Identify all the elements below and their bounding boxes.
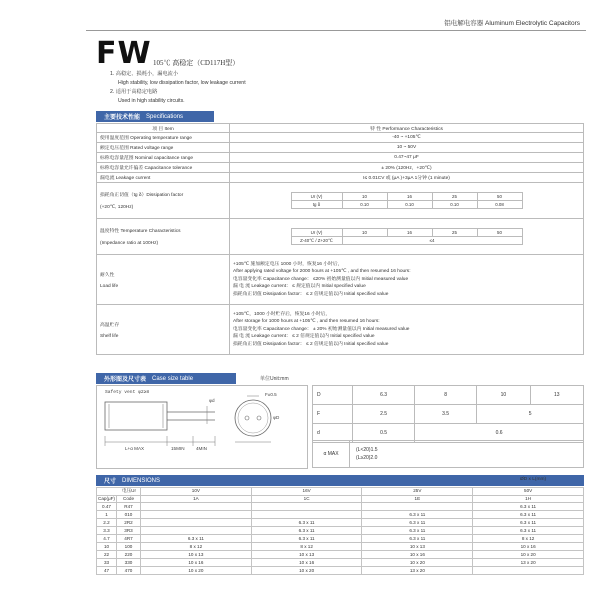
spec-value: -40 ~ +105℃ bbox=[230, 133, 584, 143]
voltage-head: Ur (V) bbox=[291, 229, 342, 237]
size-cell: 10 x 16 bbox=[362, 551, 473, 559]
code-cell: 4R7 bbox=[117, 535, 141, 543]
size-cell: 13 x 20 bbox=[362, 567, 473, 575]
load-life-label-en: Load life bbox=[100, 283, 119, 289]
spec-value: I≤ 0.01CV 或 (μA )+3μA 1分钟 (1 minute) bbox=[230, 173, 584, 183]
table-row bbox=[97, 519, 584, 527]
spec-label: 标称电容量范围 Nominal capacitance range bbox=[97, 153, 230, 163]
temperature-characteristics-cell bbox=[230, 219, 584, 255]
size-cell bbox=[141, 519, 252, 527]
temperature-characteristics-label bbox=[97, 219, 230, 255]
condition-line: 电容量变化率 Capacitance change： ≤20% 初始测量值以内 Initial measured value bbox=[233, 276, 409, 282]
feature-line: 2. 适用于高稳定电路 bbox=[110, 89, 158, 95]
size-cell: 10 x 16 bbox=[141, 559, 252, 567]
feature-line: Used in high stability circuits. bbox=[118, 98, 185, 104]
tan-delta-label: tg δ bbox=[291, 201, 342, 209]
alpha-max-table bbox=[312, 440, 584, 468]
size-cell: 6.3 x 11 bbox=[473, 527, 584, 535]
dissipation-factor-cell bbox=[230, 183, 584, 219]
dissipation-label-line: 损耗角正切值（tg δ）Dissipation factor bbox=[100, 193, 184, 198]
capacitor-end-view bbox=[235, 400, 271, 436]
size-cell bbox=[362, 503, 473, 511]
size-cell: 6.3 x 11 bbox=[362, 527, 473, 535]
pitch-value: 3.5 bbox=[415, 405, 477, 424]
section-title-en: Case size table bbox=[152, 375, 194, 382]
voltage-code: 1E bbox=[362, 495, 473, 503]
lead-diameter-value: 0.6 bbox=[415, 424, 584, 443]
code-cell: 470 bbox=[117, 567, 141, 575]
voltage-value: 25 bbox=[432, 229, 477, 237]
lead-diameter-label: φd bbox=[209, 398, 215, 403]
body-diameter-label: φD bbox=[273, 415, 280, 420]
table-row bbox=[97, 567, 584, 575]
voltage-value: 50 bbox=[477, 193, 522, 201]
size-cell: 6.3 x 11 bbox=[473, 519, 584, 527]
condition-line: 漏 电 流 Leakage current： ≤ 2 倍规定值以内 Initial specified value bbox=[233, 334, 375, 340]
specifications-section-header bbox=[96, 111, 214, 122]
size-cell: 8 x 12 bbox=[251, 543, 362, 551]
header-divider bbox=[86, 30, 586, 31]
voltage-column-header: 25V bbox=[362, 488, 473, 496]
case-size-table bbox=[312, 385, 584, 443]
diameter-value: 8 bbox=[415, 386, 477, 405]
alpha-max-label: α MAX bbox=[313, 441, 350, 468]
spec-header-item: 项 目 Item bbox=[97, 124, 230, 133]
row-label-diameter: D bbox=[313, 386, 353, 405]
voltage-code: 1A bbox=[141, 495, 252, 503]
size-cell: 6.3 x 11 bbox=[362, 519, 473, 527]
size-cell: 8 x 12 bbox=[473, 535, 584, 543]
row-label-lead-diameter: d bbox=[313, 424, 353, 443]
table-row bbox=[97, 543, 584, 551]
feature-line: High stability, low dissipation factor, low leakage current bbox=[118, 80, 246, 86]
size-cell bbox=[473, 567, 584, 575]
table-row bbox=[97, 559, 584, 567]
temperature-label-condition: (Impedance ratio at 100Hz) bbox=[100, 241, 159, 246]
safety-vent-label: Safety vent φ2≥8 bbox=[105, 390, 150, 395]
size-cell: 6.3 x 11 bbox=[141, 535, 252, 543]
body-length-label: L+α MAX bbox=[125, 446, 145, 451]
condition-line: +105℃ 施加额定电压 1000 小时，恢复16 小时后， bbox=[233, 261, 343, 267]
code-column-header: Code bbox=[117, 495, 141, 503]
voltage-value: 25 bbox=[432, 193, 477, 201]
corner-capacitance-label: Cap(μF) bbox=[98, 495, 115, 501]
pitch-value: 5 bbox=[477, 405, 584, 424]
section-title-en: DIMENSIONS bbox=[122, 477, 161, 484]
voltage-code: 1H bbox=[473, 495, 584, 503]
impedance-ratio-table bbox=[291, 228, 523, 245]
voltage-code: 1C bbox=[251, 495, 362, 503]
size-cell: 10 x 20 bbox=[473, 551, 584, 559]
size-cell bbox=[141, 511, 252, 519]
table-row bbox=[97, 511, 584, 519]
size-cell: 10 x 20 bbox=[251, 567, 362, 575]
impedance-ratio-value: ≤4 bbox=[342, 237, 522, 245]
capacitance-cell: 33 bbox=[97, 559, 117, 567]
case-size-unit: 单位Unit:mm bbox=[260, 376, 289, 382]
size-cell: 6.3 x 11 bbox=[251, 527, 362, 535]
diameter-value: 10 bbox=[477, 386, 530, 405]
shelf-life-label-en: Shelf life bbox=[100, 333, 119, 339]
table-row bbox=[97, 503, 584, 511]
size-cell: 10 x 16 bbox=[251, 559, 362, 567]
table-row bbox=[97, 551, 584, 559]
corner-voltage-label: 电压Ur bbox=[97, 488, 141, 496]
size-cell bbox=[251, 511, 362, 519]
dissipation-factor-table bbox=[291, 192, 523, 209]
voltage-value: 10 bbox=[342, 193, 387, 201]
spec-label: 漏电流 Leakage current bbox=[97, 173, 230, 183]
size-cell: 10 x 20 bbox=[141, 567, 252, 575]
series-title: FW bbox=[96, 36, 152, 71]
size-cell: 6.3 x 11 bbox=[362, 535, 473, 543]
section-title-en: Specifications bbox=[146, 113, 184, 120]
capacitance-cell: 4.7 bbox=[97, 535, 117, 543]
spec-label: 使用温度范围 Operating temperature range bbox=[97, 133, 230, 143]
condition-line: 损耗角正切值 Dissipation factor： ≤ 2 倍规定值以内 Initial specified value bbox=[233, 341, 389, 347]
voltage-head: Ur (V) bbox=[291, 193, 342, 201]
spec-value: 10 ~ 50V bbox=[230, 143, 584, 153]
section-title-cn: 外形图及尺寸表 bbox=[104, 377, 147, 383]
case-size-section-header bbox=[96, 373, 236, 384]
spec-value: ± 20% (120Hz，+20℃) bbox=[230, 163, 584, 173]
load-life-label bbox=[97, 255, 230, 305]
dissipation-label-condition: (+20℃, 120Hz) bbox=[100, 205, 134, 210]
specifications-table bbox=[96, 123, 584, 355]
lead-length-label: 15MIN bbox=[171, 446, 185, 451]
alpha-value-line: (L<20)1.5 bbox=[356, 447, 378, 453]
section-title-cn: 主要技术性能 bbox=[104, 115, 141, 121]
size-cell: 6.3 x 11 bbox=[473, 503, 584, 511]
size-cell bbox=[251, 503, 362, 511]
capacitance-cell: 0.47 bbox=[97, 503, 117, 511]
condition-line: +105℃，1000 小时贮存后，恢复16 小时后， bbox=[233, 311, 331, 317]
code-cell: 330 bbox=[117, 559, 141, 567]
voltage-column-header: 50V bbox=[473, 488, 584, 496]
diameter-value: 6.3 bbox=[353, 386, 415, 405]
feature-line: 1. 高稳定、损耗小，漏电流小 bbox=[110, 71, 179, 77]
dimensions-unit: ØD x L(mm) bbox=[520, 477, 547, 482]
spec-label: 标称电容量允许偏差 Capacitance tolerance bbox=[97, 163, 230, 173]
condition-line: 漏 电 流 Leakage current： ≤ 规定值以内 Initial specified value bbox=[233, 284, 366, 290]
voltage-column-header: 10V bbox=[141, 488, 252, 496]
dimensions-table bbox=[96, 487, 584, 575]
shelf-life-conditions bbox=[230, 305, 584, 355]
size-cell: 6.3 x 11 bbox=[251, 535, 362, 543]
tan-delta-value: 0.10 bbox=[342, 201, 387, 209]
size-cell: 6.3 x 11 bbox=[473, 511, 584, 519]
size-cell: 10 x 13 bbox=[141, 551, 252, 559]
code-cell: R47 bbox=[117, 503, 141, 511]
lead-end-label: 4MIN bbox=[196, 446, 207, 451]
capacitance-cell: 3.3 bbox=[97, 527, 117, 535]
lead-diameter-value: 0.5 bbox=[353, 424, 415, 443]
capacitor-outline-drawing bbox=[96, 385, 308, 469]
row-label-pitch: F bbox=[313, 405, 353, 424]
size-cell: 6.3 x 11 bbox=[251, 519, 362, 527]
pitch-value: 2.5 bbox=[353, 405, 415, 424]
size-cell: 8 x 12 bbox=[141, 543, 252, 551]
condition-line: After applying rated voltage for 2000 hours at +105℃ , and then resumed 16 hours: bbox=[233, 269, 411, 275]
voltage-value: 16 bbox=[387, 193, 432, 201]
series-subtitle: 105℃ 高稳定（CD117H型） bbox=[153, 59, 240, 67]
code-cell: 3R3 bbox=[117, 527, 141, 535]
voltage-value: 10 bbox=[342, 229, 387, 237]
size-cell bbox=[141, 527, 252, 535]
spec-value: 0.47~47 μF bbox=[230, 153, 584, 163]
voltage-value: 16 bbox=[387, 229, 432, 237]
tan-delta-value: 0.10 bbox=[387, 201, 432, 209]
code-cell: 2R2 bbox=[117, 519, 141, 527]
code-cell: 220 bbox=[117, 551, 141, 559]
alpha-value-line: (L≥20)2.0 bbox=[356, 455, 378, 461]
section-title-cn: 尺寸 bbox=[104, 479, 117, 485]
table-row bbox=[97, 527, 584, 535]
load-life-conditions bbox=[230, 255, 584, 305]
dimensions-section-header bbox=[96, 475, 584, 486]
temperature-label-line: 温度特性 Temperature Characteristics bbox=[100, 229, 181, 234]
table-row bbox=[97, 535, 584, 543]
impedance-ratio-label: Z-40℃ / Z+20℃ bbox=[291, 237, 342, 245]
shelf-life-label-cn: 高温贮存 bbox=[100, 322, 120, 328]
document-header-title: 铝电解电容器 Aluminum Electrolytic Capacitors bbox=[444, 20, 580, 27]
size-cell: 10 x 20 bbox=[362, 559, 473, 567]
capacitor-body-outline bbox=[105, 402, 167, 430]
capacitance-cell: 22 bbox=[97, 551, 117, 559]
size-cell: 10 x 16 bbox=[473, 543, 584, 551]
size-cell: 6.3 x 11 bbox=[362, 511, 473, 519]
load-life-label-cn: 耐久性 bbox=[100, 272, 115, 278]
dissipation-factor-label bbox=[97, 183, 230, 219]
size-cell bbox=[141, 503, 252, 511]
spec-header-performance: 特 性 Performance Characteristics bbox=[230, 124, 584, 133]
capacitance-cell: 1 bbox=[97, 511, 117, 519]
size-cell: 13 x 20 bbox=[473, 559, 584, 567]
condition-line: 电容量变化率 Capacitance change： ± 20% 初始测量值以内 Initial measured value bbox=[233, 326, 410, 332]
spec-label: 额定电压范围 Rated voltage range bbox=[97, 143, 230, 153]
size-cell: 10 x 13 bbox=[362, 543, 473, 551]
lead-hole bbox=[257, 416, 261, 420]
size-cell: 10 x 13 bbox=[251, 551, 362, 559]
condition-line: After storage for 1000 hours at +105℃ , and then resumed 16 hours: bbox=[233, 319, 380, 325]
capacitance-cell: 2.2 bbox=[97, 519, 117, 527]
alpha-max-values bbox=[350, 441, 584, 468]
lead-hole bbox=[245, 416, 249, 420]
capacitor-drawing-svg bbox=[97, 386, 307, 468]
shelf-life-label bbox=[97, 305, 230, 355]
tan-delta-value: 0.10 bbox=[432, 201, 477, 209]
capacitance-cell: 47 bbox=[97, 567, 117, 575]
tan-delta-value: 0.08 bbox=[477, 201, 522, 209]
code-cell: 100 bbox=[117, 543, 141, 551]
voltage-value: 50 bbox=[477, 229, 522, 237]
diameter-value: 13 bbox=[530, 386, 583, 405]
voltage-column-header: 16V bbox=[251, 488, 362, 496]
condition-line: 损耗角正切值 Dissipation factor： ≤ 2 倍规定值以内 Initial specified value bbox=[233, 291, 389, 297]
lead-spacing-label: F±0.5 bbox=[265, 392, 277, 397]
code-cell: 010 bbox=[117, 511, 141, 519]
capacitance-cell: 10 bbox=[97, 543, 117, 551]
